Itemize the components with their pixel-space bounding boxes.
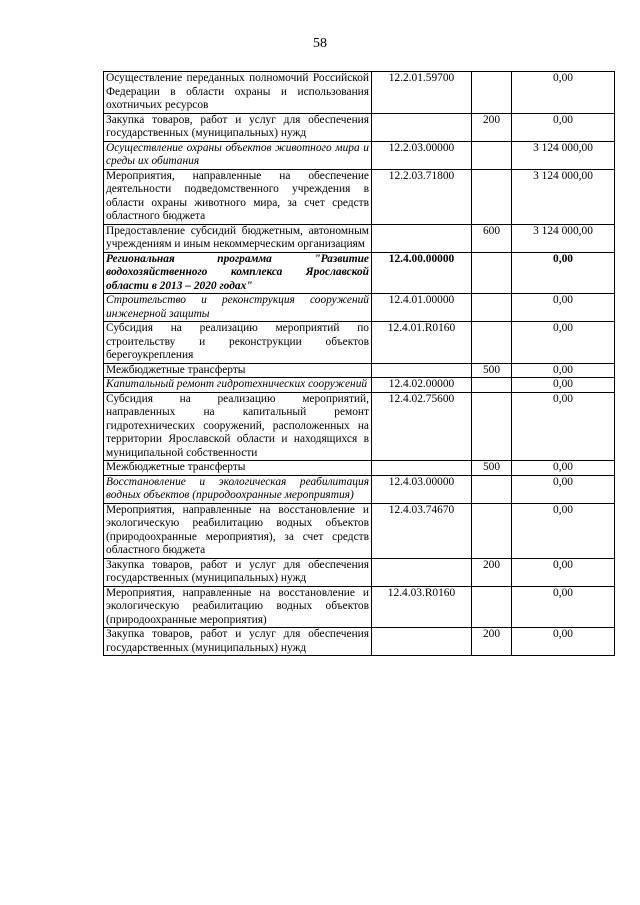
row-name-cell: Межбюджетные трансферты [104, 461, 372, 476]
row-name-cell: Предоставление субсидий бюджетным, автономным учреждениям и иным некоммерческим организациям [104, 224, 372, 252]
row-code-cell: 12.4.02.75600 [372, 392, 472, 461]
row-code-cell: 12.4.01.00000 [372, 294, 472, 322]
row-amount-cell: 0,00 [512, 113, 615, 141]
row-name-cell: Закупка товаров, работ и услуг для обеспечения государственных (муниципальных) нужд [104, 628, 372, 656]
row-code-cell [372, 558, 472, 586]
row-expense-type-cell [472, 252, 512, 294]
row-amount-cell: 0,00 [512, 252, 615, 294]
row-code-cell: 12.2.01.59700 [372, 72, 472, 114]
table-row [104, 628, 615, 656]
table-row [104, 503, 615, 558]
table-row [104, 169, 615, 224]
row-expense-type-cell [472, 392, 512, 461]
table-row [104, 475, 615, 503]
row-name-cell: Межбюджетные трансферты [104, 363, 372, 378]
row-name-cell: Строительство и реконструкция сооружений инженерной защиты [104, 294, 372, 322]
row-expense-type-cell [472, 322, 512, 364]
row-expense-type-cell: 200 [472, 113, 512, 141]
row-amount-cell: 0,00 [512, 363, 615, 378]
row-code-cell: 12.2.03.00000 [372, 141, 472, 169]
row-name-cell: Мероприятия, направленные на восстановление и экологическую реабилитацию водных объектов (природоохранные мероприятия) [104, 586, 372, 628]
row-name-cell: Осуществление охраны объектов животного мира и среды их обитания [104, 141, 372, 169]
row-name-cell: Субсидия на реализацию мероприятий, направленных на капитальный ремонт гидротехнических сооружений, расположенных на территории Ярославской области и находящихся в муниципальной собственности [104, 392, 372, 461]
table-row [104, 141, 615, 169]
table-row [104, 224, 615, 252]
row-expense-type-cell: 200 [472, 628, 512, 656]
row-code-cell: 12.2.03.71800 [372, 169, 472, 224]
row-amount-cell: 3 124 000,00 [512, 169, 615, 224]
row-expense-type-cell [472, 378, 512, 393]
table-row [104, 113, 615, 141]
page-number: 58 [313, 36, 327, 51]
table-row [104, 322, 615, 364]
row-name-cell: Осуществление переданных полномочий Российской Федерации в области охраны и использования охотничьих ресурсов [104, 72, 372, 114]
row-amount-cell: 0,00 [512, 378, 615, 393]
table-row [104, 72, 615, 114]
row-code-cell: 12.4.03.74670 [372, 503, 472, 558]
table-row [104, 392, 615, 461]
row-amount-cell: 0,00 [512, 72, 615, 114]
row-amount-cell: 0,00 [512, 322, 615, 364]
budget-table-body [104, 72, 615, 656]
row-amount-cell: 0,00 [512, 294, 615, 322]
row-expense-type-cell: 500 [472, 363, 512, 378]
row-name-cell: Региональная программа "Развитие водохозяйственного комплекса Ярославской области в 2013 – 2020 годах" [104, 252, 372, 294]
row-expense-type-cell: 600 [472, 224, 512, 252]
row-expense-type-cell [472, 72, 512, 114]
row-expense-type-cell [472, 586, 512, 628]
row-expense-type-cell [472, 169, 512, 224]
row-code-cell: 12.4.03.00000 [372, 475, 472, 503]
row-name-cell: Мероприятия, направленные на восстановление и экологическую реабилитацию водных объектов (природоохранные мероприятия), за счет средств областного бюджета [104, 503, 372, 558]
row-name-cell: Мероприятия, направленные на обеспечение деятельности подведомственного учреждения в области охраны животного мира, за счет средств областного бюджета [104, 169, 372, 224]
row-name-cell: Субсидия на реализацию мероприятий по строительству и реконструкции объектов берегоукрепления [104, 322, 372, 364]
row-amount-cell: 0,00 [512, 392, 615, 461]
row-amount-cell: 0,00 [512, 586, 615, 628]
row-amount-cell: 3 124 000,00 [512, 224, 615, 252]
row-code-cell [372, 628, 472, 656]
row-amount-cell: 3 124 000,00 [512, 141, 615, 169]
row-name-cell: Капитальный ремонт гидротехнических сооружений [104, 378, 372, 393]
row-expense-type-cell [472, 294, 512, 322]
row-amount-cell: 0,00 [512, 461, 615, 476]
row-code-cell [372, 461, 472, 476]
budget-table [103, 71, 615, 656]
row-amount-cell: 0,00 [512, 558, 615, 586]
row-amount-cell: 0,00 [512, 628, 615, 656]
row-code-cell: 12.4.01.R0160 [372, 322, 472, 364]
row-code-cell [372, 113, 472, 141]
row-expense-type-cell [472, 141, 512, 169]
row-code-cell: 12.4.02.00000 [372, 378, 472, 393]
row-name-cell: Закупка товаров, работ и услуг для обеспечения государственных (муниципальных) нужд [104, 113, 372, 141]
row-expense-type-cell: 500 [472, 461, 512, 476]
row-code-cell: 12.4.00.00000 [372, 252, 472, 294]
table-row [104, 378, 615, 393]
row-code-cell [372, 363, 472, 378]
row-name-cell: Закупка товаров, работ и услуг для обеспечения государственных (муниципальных) нужд [104, 558, 372, 586]
row-expense-type-cell [472, 503, 512, 558]
table-row [104, 461, 615, 476]
row-code-cell: 12.4.03.R0160 [372, 586, 472, 628]
table-row [104, 294, 615, 322]
table-row [104, 252, 615, 294]
row-amount-cell: 0,00 [512, 475, 615, 503]
row-amount-cell: 0,00 [512, 503, 615, 558]
row-name-cell: Восстановление и экологическая реабилитация водных объектов (природоохранные мероприятия) [104, 475, 372, 503]
table-row [104, 558, 615, 586]
table-row [104, 363, 615, 378]
row-expense-type-cell: 200 [472, 558, 512, 586]
row-expense-type-cell [472, 475, 512, 503]
row-code-cell [372, 224, 472, 252]
table-row [104, 586, 615, 628]
